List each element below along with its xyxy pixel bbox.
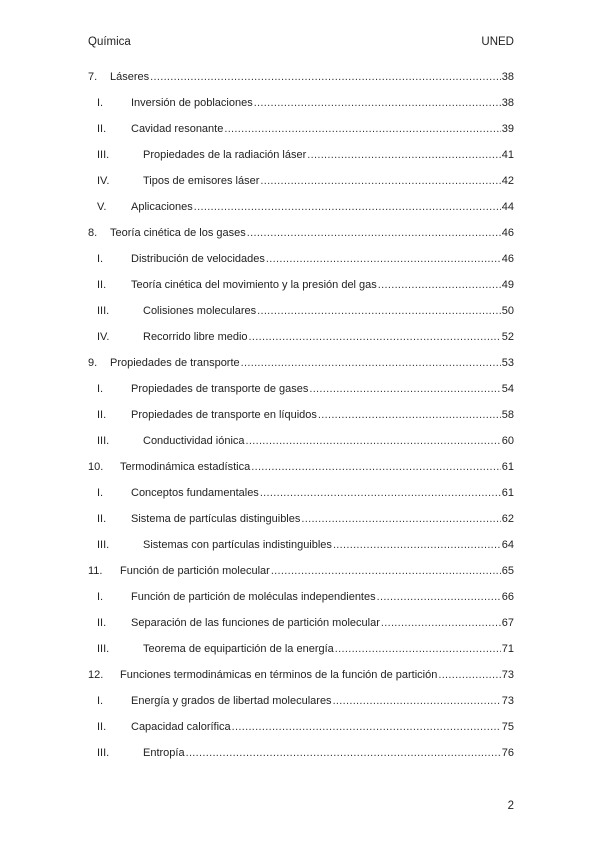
toc-entry-number: III. <box>97 539 110 551</box>
toc-entry-page: 73 <box>501 695 514 707</box>
toc-entry[interactable] <box>88 305 514 331</box>
toc-entry[interactable] <box>88 279 514 305</box>
toc-entry-page: 76 <box>501 747 514 759</box>
toc-entry-title: Conductividad iónica <box>143 435 245 447</box>
toc-dot-leader <box>260 487 501 499</box>
toc-dot-leader <box>335 643 501 655</box>
toc-entry[interactable] <box>88 617 514 643</box>
toc-entry[interactable] <box>88 71 514 97</box>
toc-entry-page: 62 <box>501 513 514 525</box>
toc-dot-leader <box>301 513 500 525</box>
toc-entry-title: Separación de las funciones de partición molecular <box>131 617 380 629</box>
toc-entry-number: II. <box>97 617 107 629</box>
toc-entry-page: 58 <box>501 409 514 421</box>
toc-entry-title: Conceptos fundamentales <box>131 487 259 499</box>
toc-entry-title: Distribución de velocidades <box>131 253 265 265</box>
toc-entry-page: 46 <box>501 227 514 239</box>
toc-entry[interactable] <box>88 747 514 773</box>
toc-dot-leader <box>266 253 501 265</box>
toc-entry-page: 49 <box>501 279 514 291</box>
toc-entry-title: Función de partición de moléculas independientes <box>131 591 376 603</box>
toc-entry-page: 75 <box>501 721 514 733</box>
toc-entry[interactable] <box>88 201 514 227</box>
toc-entry-number: II. <box>97 513 107 525</box>
toc-entry-title: Propiedades de la radiación láser <box>143 149 307 161</box>
toc-entry-title: Recorrido libre medio <box>143 331 248 343</box>
toc-entry-number: IV. <box>97 175 110 187</box>
toc-entry-title: Tipos de emisores láser <box>143 175 260 187</box>
toc-entry[interactable] <box>88 331 514 357</box>
toc-entry-page: 44 <box>501 201 514 213</box>
toc-entry[interactable] <box>88 669 514 695</box>
toc-entry-title: Teorema de equipartición de la energía <box>143 643 334 655</box>
toc-entry[interactable] <box>88 227 514 253</box>
toc-entry-number: I. <box>97 97 104 109</box>
toc-entry-number: I. <box>97 253 104 265</box>
toc-entry-title: Sistema de partículas distinguibles <box>131 513 301 525</box>
toc-dot-leader <box>254 97 501 109</box>
toc-entry-title: Entropía <box>143 747 185 759</box>
header-subject: Química <box>88 36 131 48</box>
toc-entry[interactable] <box>88 591 514 617</box>
toc-entry-number: V. <box>97 201 107 213</box>
toc-dot-leader <box>246 435 501 447</box>
toc-entry[interactable] <box>88 383 514 409</box>
toc-entry[interactable] <box>88 487 514 513</box>
toc-entry-number: I. <box>97 383 104 395</box>
toc-entry-number: 7. <box>88 71 98 83</box>
toc-entry-page: 46 <box>501 253 514 265</box>
toc-dot-leader <box>257 305 501 317</box>
toc-entry-title: Función de partición molecular <box>120 565 270 577</box>
toc-entry-number: III. <box>97 435 110 447</box>
toc-entry[interactable] <box>88 175 514 201</box>
toc-entry-number: II. <box>97 279 107 291</box>
toc-entry-title: Propiedades de transporte <box>110 357 240 369</box>
toc-entry-page: 73 <box>501 669 514 681</box>
toc-entry-page: 53 <box>501 357 514 369</box>
toc-entry-page: 65 <box>501 565 514 577</box>
toc-entry-page: 39 <box>501 123 514 135</box>
toc-dot-leader <box>318 409 501 421</box>
toc-dot-leader <box>271 565 501 577</box>
toc-entry-page: 67 <box>501 617 514 629</box>
page-number: 2 <box>507 800 514 812</box>
toc-entry-title: Láseres <box>110 71 150 83</box>
toc-entry[interactable] <box>88 565 514 591</box>
toc-entry[interactable] <box>88 97 514 123</box>
toc-dot-leader <box>247 227 501 239</box>
toc-entry[interactable] <box>88 539 514 565</box>
toc-entry-number: 8. <box>88 227 98 239</box>
toc-entry-title: Energía y grados de libertad moleculares <box>131 695 332 707</box>
toc-entry-title: Propiedades de transporte de gases <box>131 383 309 395</box>
toc-entry-page: 52 <box>501 331 514 343</box>
toc-dot-leader <box>186 747 501 759</box>
toc-entry-number: II. <box>97 721 107 733</box>
toc-dot-leader <box>309 383 500 395</box>
toc-entry-number: III. <box>97 747 110 759</box>
toc-entry-title: Propiedades de transporte en líquidos <box>131 409 317 421</box>
toc-entry-number: IV. <box>97 331 110 343</box>
toc-dot-leader <box>251 461 501 473</box>
toc-entry-page: 61 <box>501 461 514 473</box>
toc-entry-page: 60 <box>501 435 514 447</box>
toc-dot-leader <box>150 71 501 83</box>
toc-entry-number: I. <box>97 695 104 707</box>
toc-entry[interactable] <box>88 409 514 435</box>
toc-dot-leader <box>381 617 501 629</box>
toc-dot-leader <box>232 721 501 733</box>
toc-entry-number: 11. <box>88 565 103 577</box>
toc-entry[interactable] <box>88 695 514 721</box>
toc-entry-number: II. <box>97 123 107 135</box>
toc-entry[interactable] <box>88 513 514 539</box>
toc-entry-page: 38 <box>501 71 514 83</box>
toc-dot-leader <box>307 149 500 161</box>
toc-entry[interactable] <box>88 435 514 461</box>
toc-entry-number: III. <box>97 149 110 161</box>
toc-entry-title: Capacidad calorífica <box>131 721 231 733</box>
toc-dot-leader <box>438 669 500 681</box>
toc-entry-page: 71 <box>501 643 514 655</box>
toc-entry-number: 12. <box>88 669 104 681</box>
toc-entry[interactable] <box>88 253 514 279</box>
toc-entry-page: 42 <box>501 175 514 187</box>
toc-dot-leader <box>333 539 501 551</box>
toc-entry-page: 54 <box>501 383 514 395</box>
toc-entry-title: Sistemas con partículas indistinguibles <box>143 539 332 551</box>
toc-dot-leader <box>333 695 501 707</box>
toc-dot-leader <box>241 357 501 369</box>
toc-dot-leader <box>224 123 500 135</box>
toc-entry[interactable] <box>88 357 514 383</box>
toc-entry[interactable] <box>88 461 514 487</box>
toc-entry-page: 64 <box>501 539 514 551</box>
toc-dot-leader <box>194 201 501 213</box>
toc-dot-leader <box>249 331 501 343</box>
toc-entry-title: Funciones termodinámicas en términos de la función de partición <box>120 669 438 681</box>
toc-entry-title: Teoría cinética de los gases <box>110 227 246 239</box>
toc-entry-title: Aplicaciones <box>131 201 193 213</box>
toc-entry-page: 41 <box>501 149 514 161</box>
toc-entry-number: I. <box>97 591 104 603</box>
toc-entry-title: Inversión de poblaciones <box>131 97 253 109</box>
toc-entry-title: Teoría cinética del movimiento y la presión del gas <box>131 279 377 291</box>
header-institution: UNED <box>481 36 514 48</box>
toc-entry-page: 50 <box>501 305 514 317</box>
toc-entry-number: I. <box>97 487 104 499</box>
toc-entry-page: 38 <box>501 97 514 109</box>
toc-entry-title: Colisiones moleculares <box>143 305 257 317</box>
toc-entry-page: 61 <box>501 487 514 499</box>
toc-entry-number: II. <box>97 409 107 421</box>
toc-entry-number: 10. <box>88 461 104 473</box>
table-of-contents <box>88 71 514 773</box>
toc-entry[interactable] <box>88 149 514 175</box>
toc-entry-number: III. <box>97 305 110 317</box>
toc-entry-page: 66 <box>501 591 514 603</box>
toc-entry[interactable] <box>88 721 514 747</box>
toc-entry-number: 9. <box>88 357 98 369</box>
toc-dot-leader <box>378 279 501 291</box>
toc-entry[interactable] <box>88 123 514 149</box>
toc-entry[interactable] <box>88 643 514 669</box>
toc-entry-number: III. <box>97 643 110 655</box>
toc-entry-title: Termodinámica estadística <box>120 461 251 473</box>
toc-dot-leader <box>377 591 501 603</box>
toc-entry-title: Cavidad resonante <box>131 123 224 135</box>
toc-dot-leader <box>260 175 500 187</box>
